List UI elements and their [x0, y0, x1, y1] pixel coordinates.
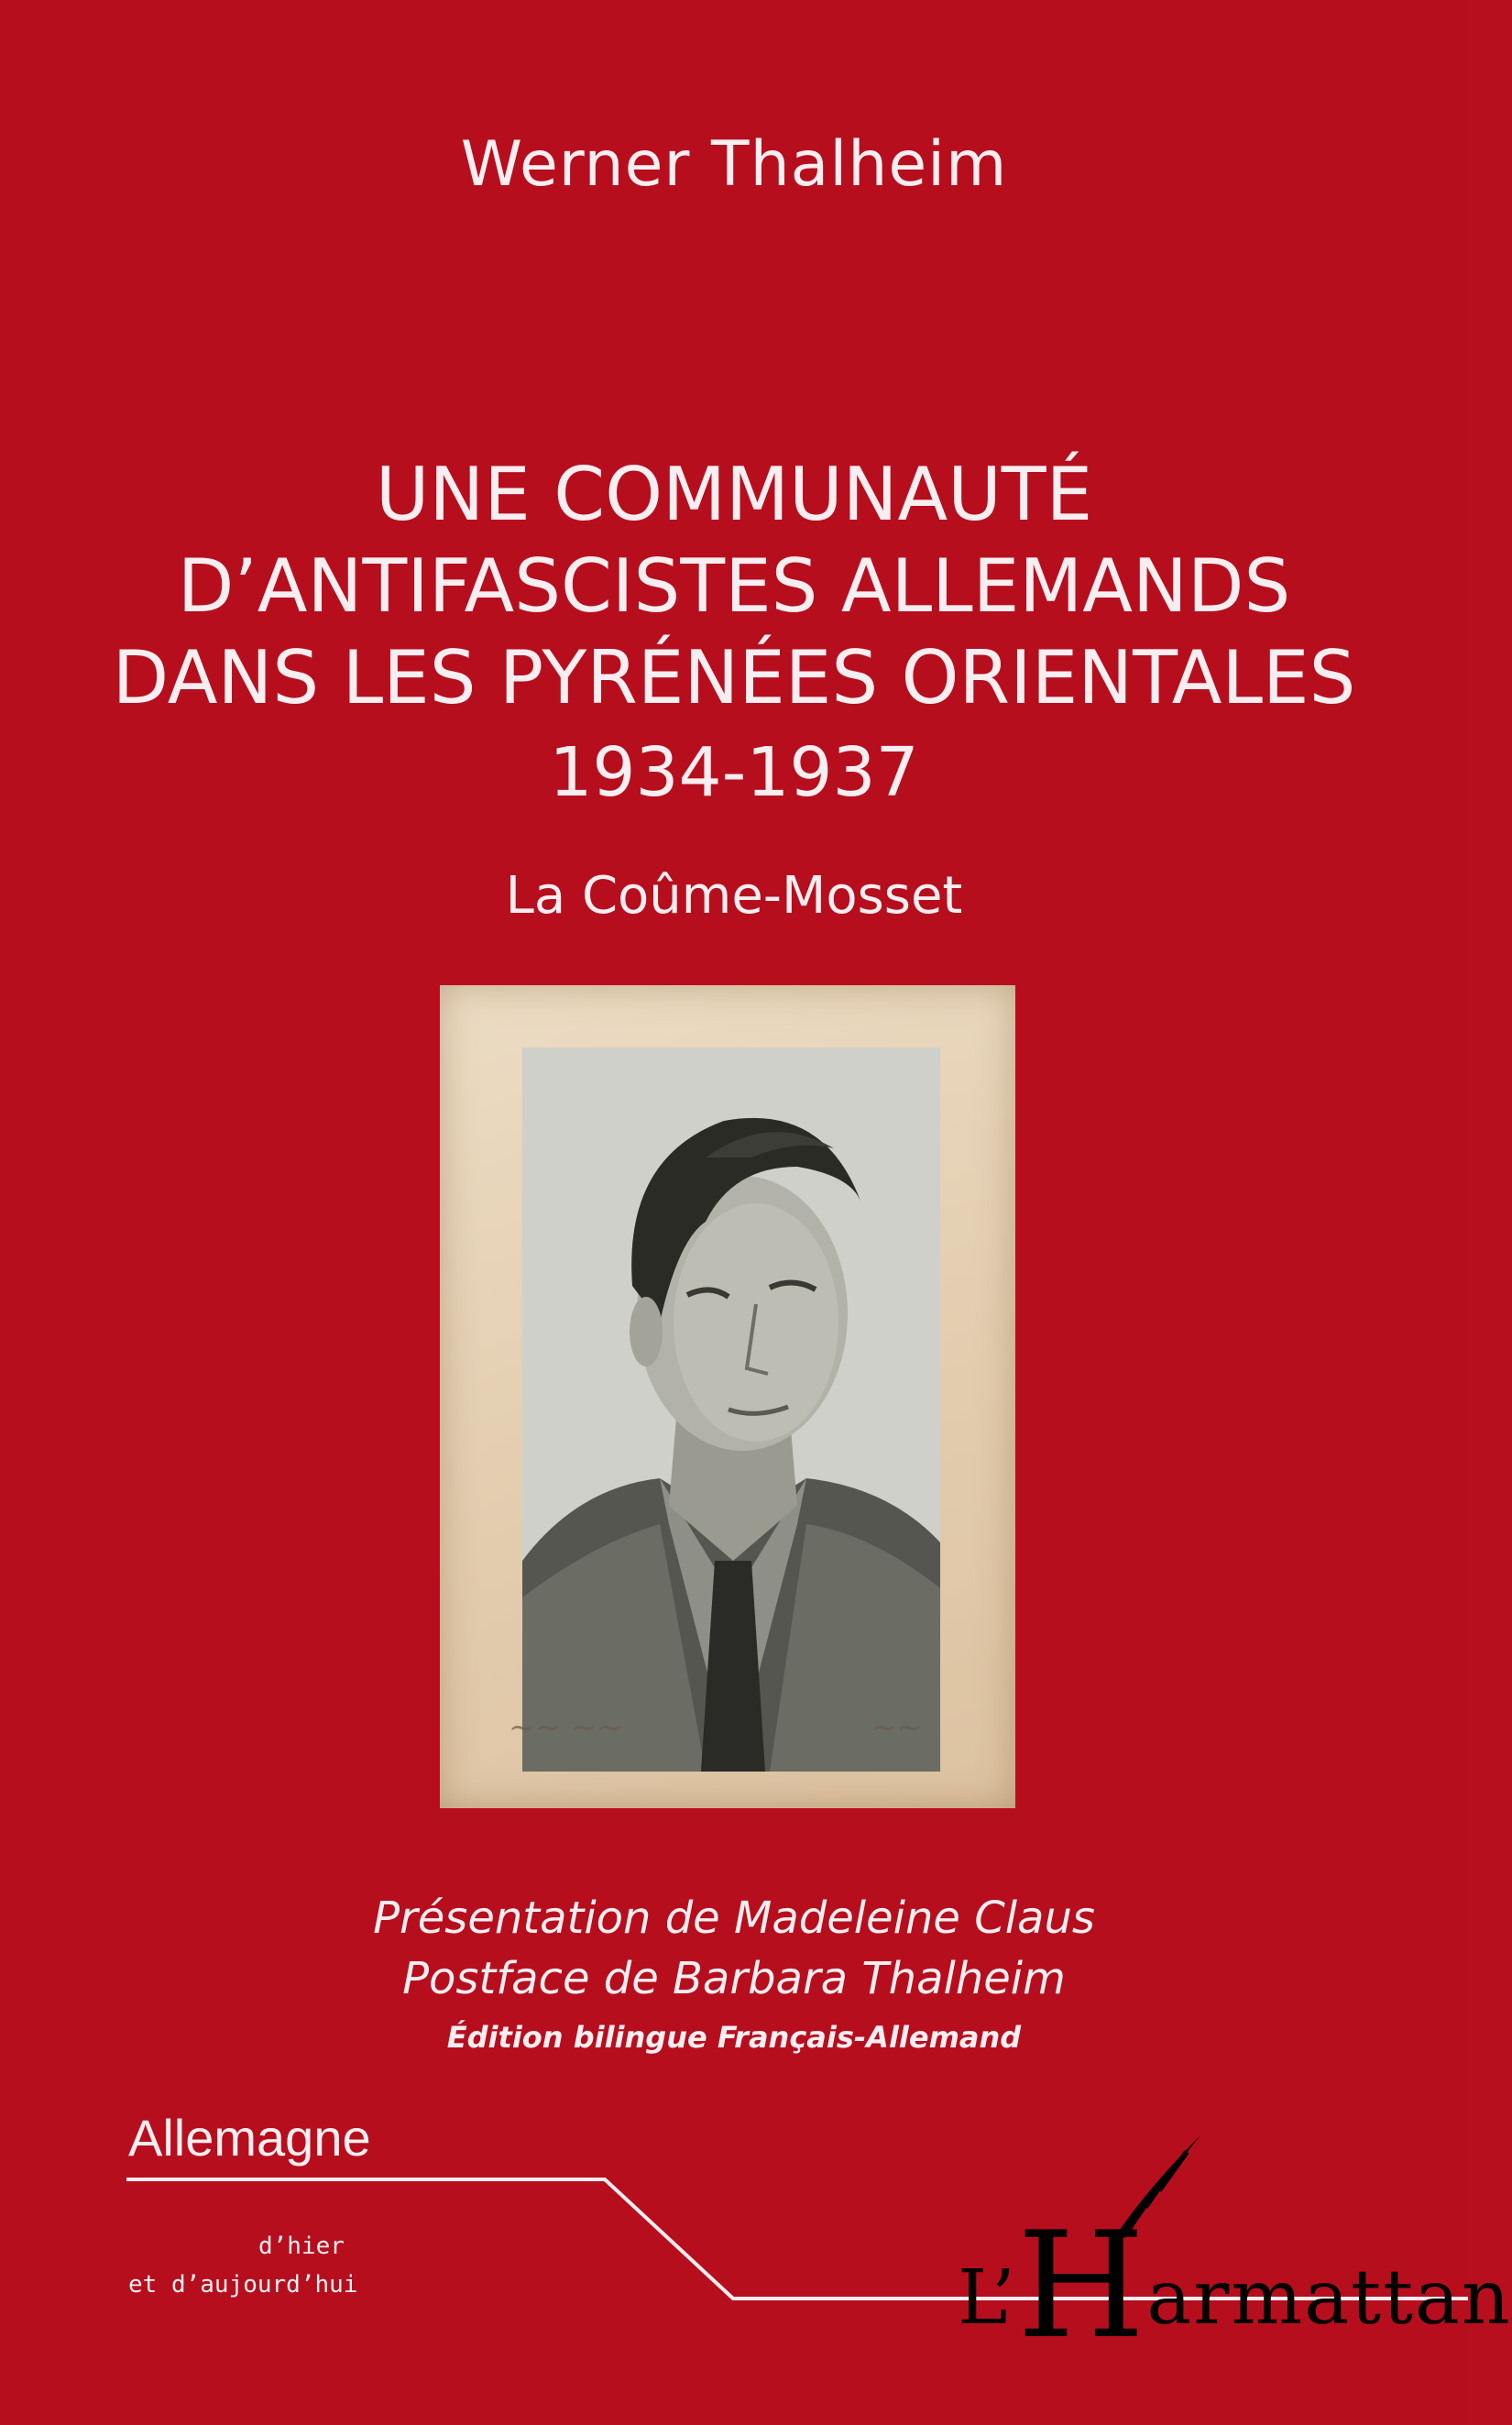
title-line-3: DANS LES PYRÉNÉES ORIENTALES	[112, 635, 1356, 720]
book-title	[0, 449, 1468, 724]
title-line-2: D’ANTIFASCISTES ALLEMANDS	[177, 543, 1291, 629]
series-subtitle	[128, 2227, 358, 2304]
edition-note: Édition bilingue Français-Allemand	[446, 2020, 1022, 2055]
portrait-photo	[522, 1048, 940, 1772]
publisher-prefix: L’	[958, 2255, 1017, 2342]
portrait-illustration	[522, 1048, 940, 1772]
postface-credit: Postface de Barbara Thalheim	[402, 1953, 1066, 2004]
presentation-credit: Présentation de Madeleine Claus	[373, 1893, 1095, 1944]
publisher-rest: armattan	[1146, 2255, 1512, 2342]
portrait-photo-mount	[440, 985, 1015, 1808]
series-subtitle-line-2: et d’aujourd’hui	[128, 2271, 358, 2299]
photo-signature-left: ~~ ~~	[509, 1709, 623, 1746]
author-name: Werner Thalheim	[460, 128, 1008, 201]
photo-signature-right: ~~	[871, 1709, 923, 1746]
publisher-initial: H	[1016, 2200, 1147, 2371]
title-years: 1934-1937	[549, 733, 919, 812]
subtitle-place: La Coûme-Mosset	[505, 866, 963, 926]
series-name: Allemagne	[128, 2109, 371, 2167]
publisher-logo	[958, 2200, 1512, 2371]
title-line-1: UNE COMMUNAUTÉ	[375, 452, 1093, 537]
series-subtitle-line-1: d’hier	[258, 2233, 345, 2260]
credits-block	[0, 1888, 1468, 2062]
